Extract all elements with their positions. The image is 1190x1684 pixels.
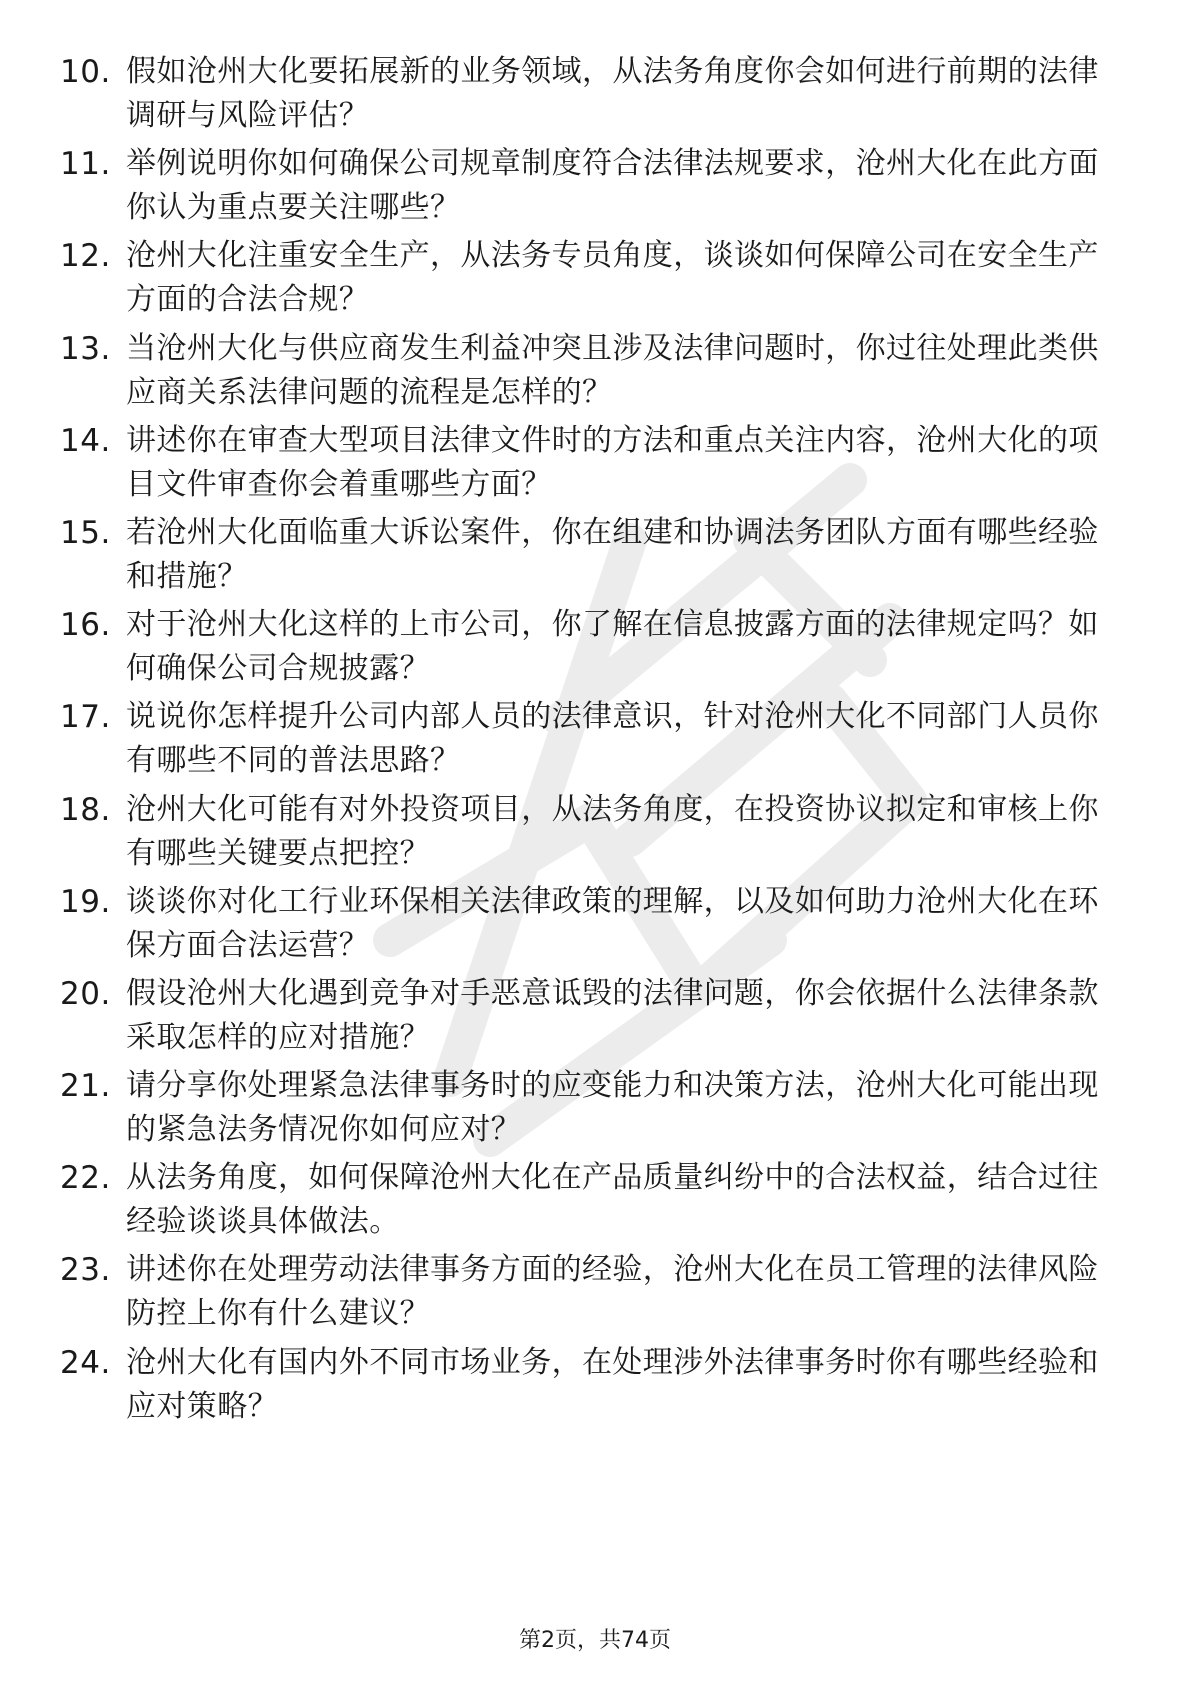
question-text: 假如沧州大化要拓展新的业务领域，从法务角度你会如何进行前期的法律调研与风险评估？ [126, 54, 1099, 133]
question-item [60, 419, 1120, 511]
question-item [60, 1156, 1120, 1248]
question-text: 说说你怎样提升公司内部人员的法律意识，针对沧州大化不同部门人员你有哪些不同的普法思路？ [126, 699, 1099, 779]
question-text: 当沧州大化与供应商发生利益冲突且涉及法律问题时，你过往处理此类供应商关系法律问题的流程是怎样的？ [126, 330, 1099, 410]
question-list [60, 50, 1120, 1433]
question-number: 10. [60, 54, 111, 90]
question-number: 12. [60, 238, 111, 275]
question-item [60, 50, 1120, 142]
question-item [60, 1064, 1120, 1156]
question-item [60, 327, 1120, 419]
question-number: 18. [60, 791, 111, 828]
question-number: 19. [60, 883, 111, 920]
question-text: 讲述你在处理劳动法律事务方面的经验，沧州大化在员工管理的法律风险防控上你有什么建议？ [126, 1252, 1099, 1332]
question-number: 13. [60, 330, 111, 367]
question-item [60, 695, 1120, 787]
question-number: 21. [60, 1068, 111, 1105]
question-number: 16. [60, 607, 111, 644]
question-item [60, 603, 1120, 695]
question-number: 15. [60, 514, 111, 551]
question-number: 11. [60, 146, 111, 183]
question-number: 14. [60, 422, 111, 459]
question-text: 若沧州大化面临重大诉讼案件，你在组建和协调法务团队方面有哪些经验和措施？ [126, 514, 1099, 594]
question-number: 17. [60, 699, 111, 736]
question-item [60, 880, 1120, 972]
question-text: 沧州大化注重安全生产，从法务专员角度，谈谈如何保障公司在安全生产方面的合法合规？ [126, 238, 1099, 318]
question-item [60, 511, 1120, 603]
question-item [60, 1248, 1120, 1340]
question-text: 沧州大化可能有对外投资项目，从法务角度，在投资协议拟定和审核上你有哪些关键要点把控？ [126, 791, 1099, 871]
question-item [60, 972, 1120, 1064]
question-text: 从法务角度，如何保障沧州大化在产品质量纠纷中的合法权益，结合过往经验谈谈具体做法。 [126, 1160, 1099, 1240]
question-text: 对于沧州大化这样的上市公司，你了解在信息披露方面的法律规定吗？如何确保公司合规披露？ [126, 607, 1099, 687]
question-text: 讲述你在审查大型项目法律文件时的方法和重点关注内容，沧州大化的项目文件审查你会着重哪些方面？ [126, 422, 1099, 502]
question-number: 24. [60, 1344, 111, 1381]
question-text: 沧州大化有国内外不同市场业务，在处理涉外法律事务时你有哪些经验和应对策略？ [126, 1344, 1099, 1424]
question-item [60, 234, 1120, 326]
question-number: 20. [60, 975, 111, 1012]
question-number: 22. [60, 1160, 111, 1197]
question-number: 23. [60, 1252, 111, 1289]
question-item [60, 788, 1120, 880]
question-text: 假设沧州大化遇到竞争对手恶意诋毁的法律问题，你会依据什么法律条款采取怎样的应对措施？ [126, 975, 1099, 1055]
question-text: 谈谈你对化工行业环保相关法律政策的理解，以及如何助力沧州大化在环保方面合法运营？ [126, 883, 1099, 963]
question-item [60, 1341, 1120, 1433]
question-text: 请分享你处理紧急法律事务时的应变能力和决策方法，沧州大化可能出现的紧急法务情况你如何应对？ [126, 1068, 1099, 1148]
question-text: 举例说明你如何确保公司规章制度符合法律法规要求，沧州大化在此方面你认为重点要关注哪些？ [126, 146, 1099, 226]
question-item [60, 142, 1120, 234]
page-number-footer: 第2页，共74页 [519, 1628, 671, 1653]
